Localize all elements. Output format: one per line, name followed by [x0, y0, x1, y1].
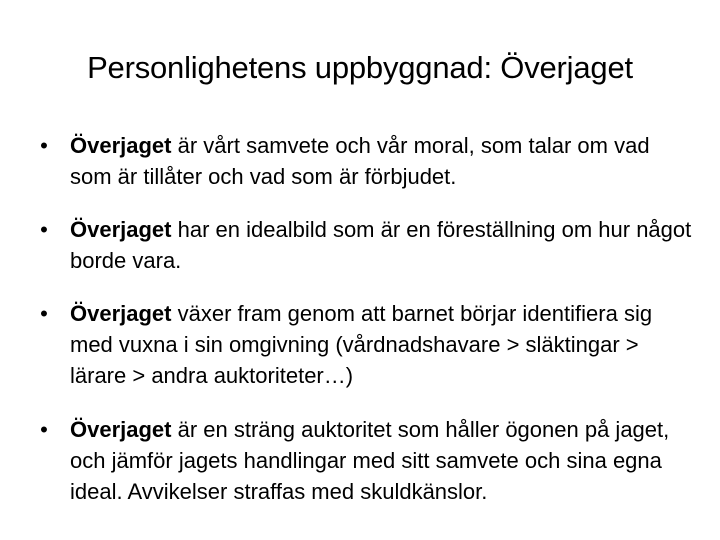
bullet-term: Överjaget [70, 417, 172, 442]
bullet-term: Överjaget [70, 301, 172, 326]
bullet-term: Överjaget [70, 133, 172, 158]
bullet-term: Överjaget [70, 217, 172, 242]
slide-title: Personlighetens uppbyggnad: Överjaget [87, 50, 633, 85]
bullet-item [32, 414, 692, 507]
bullet-text: är vårt samvete och vår moral, som talar om vad som är tillåter och vad som är förbjudet. [70, 133, 650, 189]
bullet-text: växer fram genom att barnet börjar identifiera sig med vuxna i sin omgivning (vårdnadshavare > släktingar > lärare > andra auktoriteter…) [70, 301, 653, 388]
bullet-icon: • [40, 133, 48, 158]
bullet-icon: • [40, 301, 48, 326]
bullet-list [32, 130, 692, 529]
bullet-item [32, 130, 692, 192]
bullet-icon: • [40, 417, 48, 442]
bullet-text: är en sträng auktoritet som håller ögonen på jaget, och jämför jagets handlingar med sitt samvete och sina egna ideal. Avvikelser straffas med skuldkänslor. [70, 417, 670, 504]
bullet-item [32, 214, 692, 276]
bullet-item [32, 298, 692, 391]
bullet-icon: • [40, 217, 48, 242]
bullet-text: har en idealbild som är en föreställning om hur något borde vara. [70, 217, 692, 273]
